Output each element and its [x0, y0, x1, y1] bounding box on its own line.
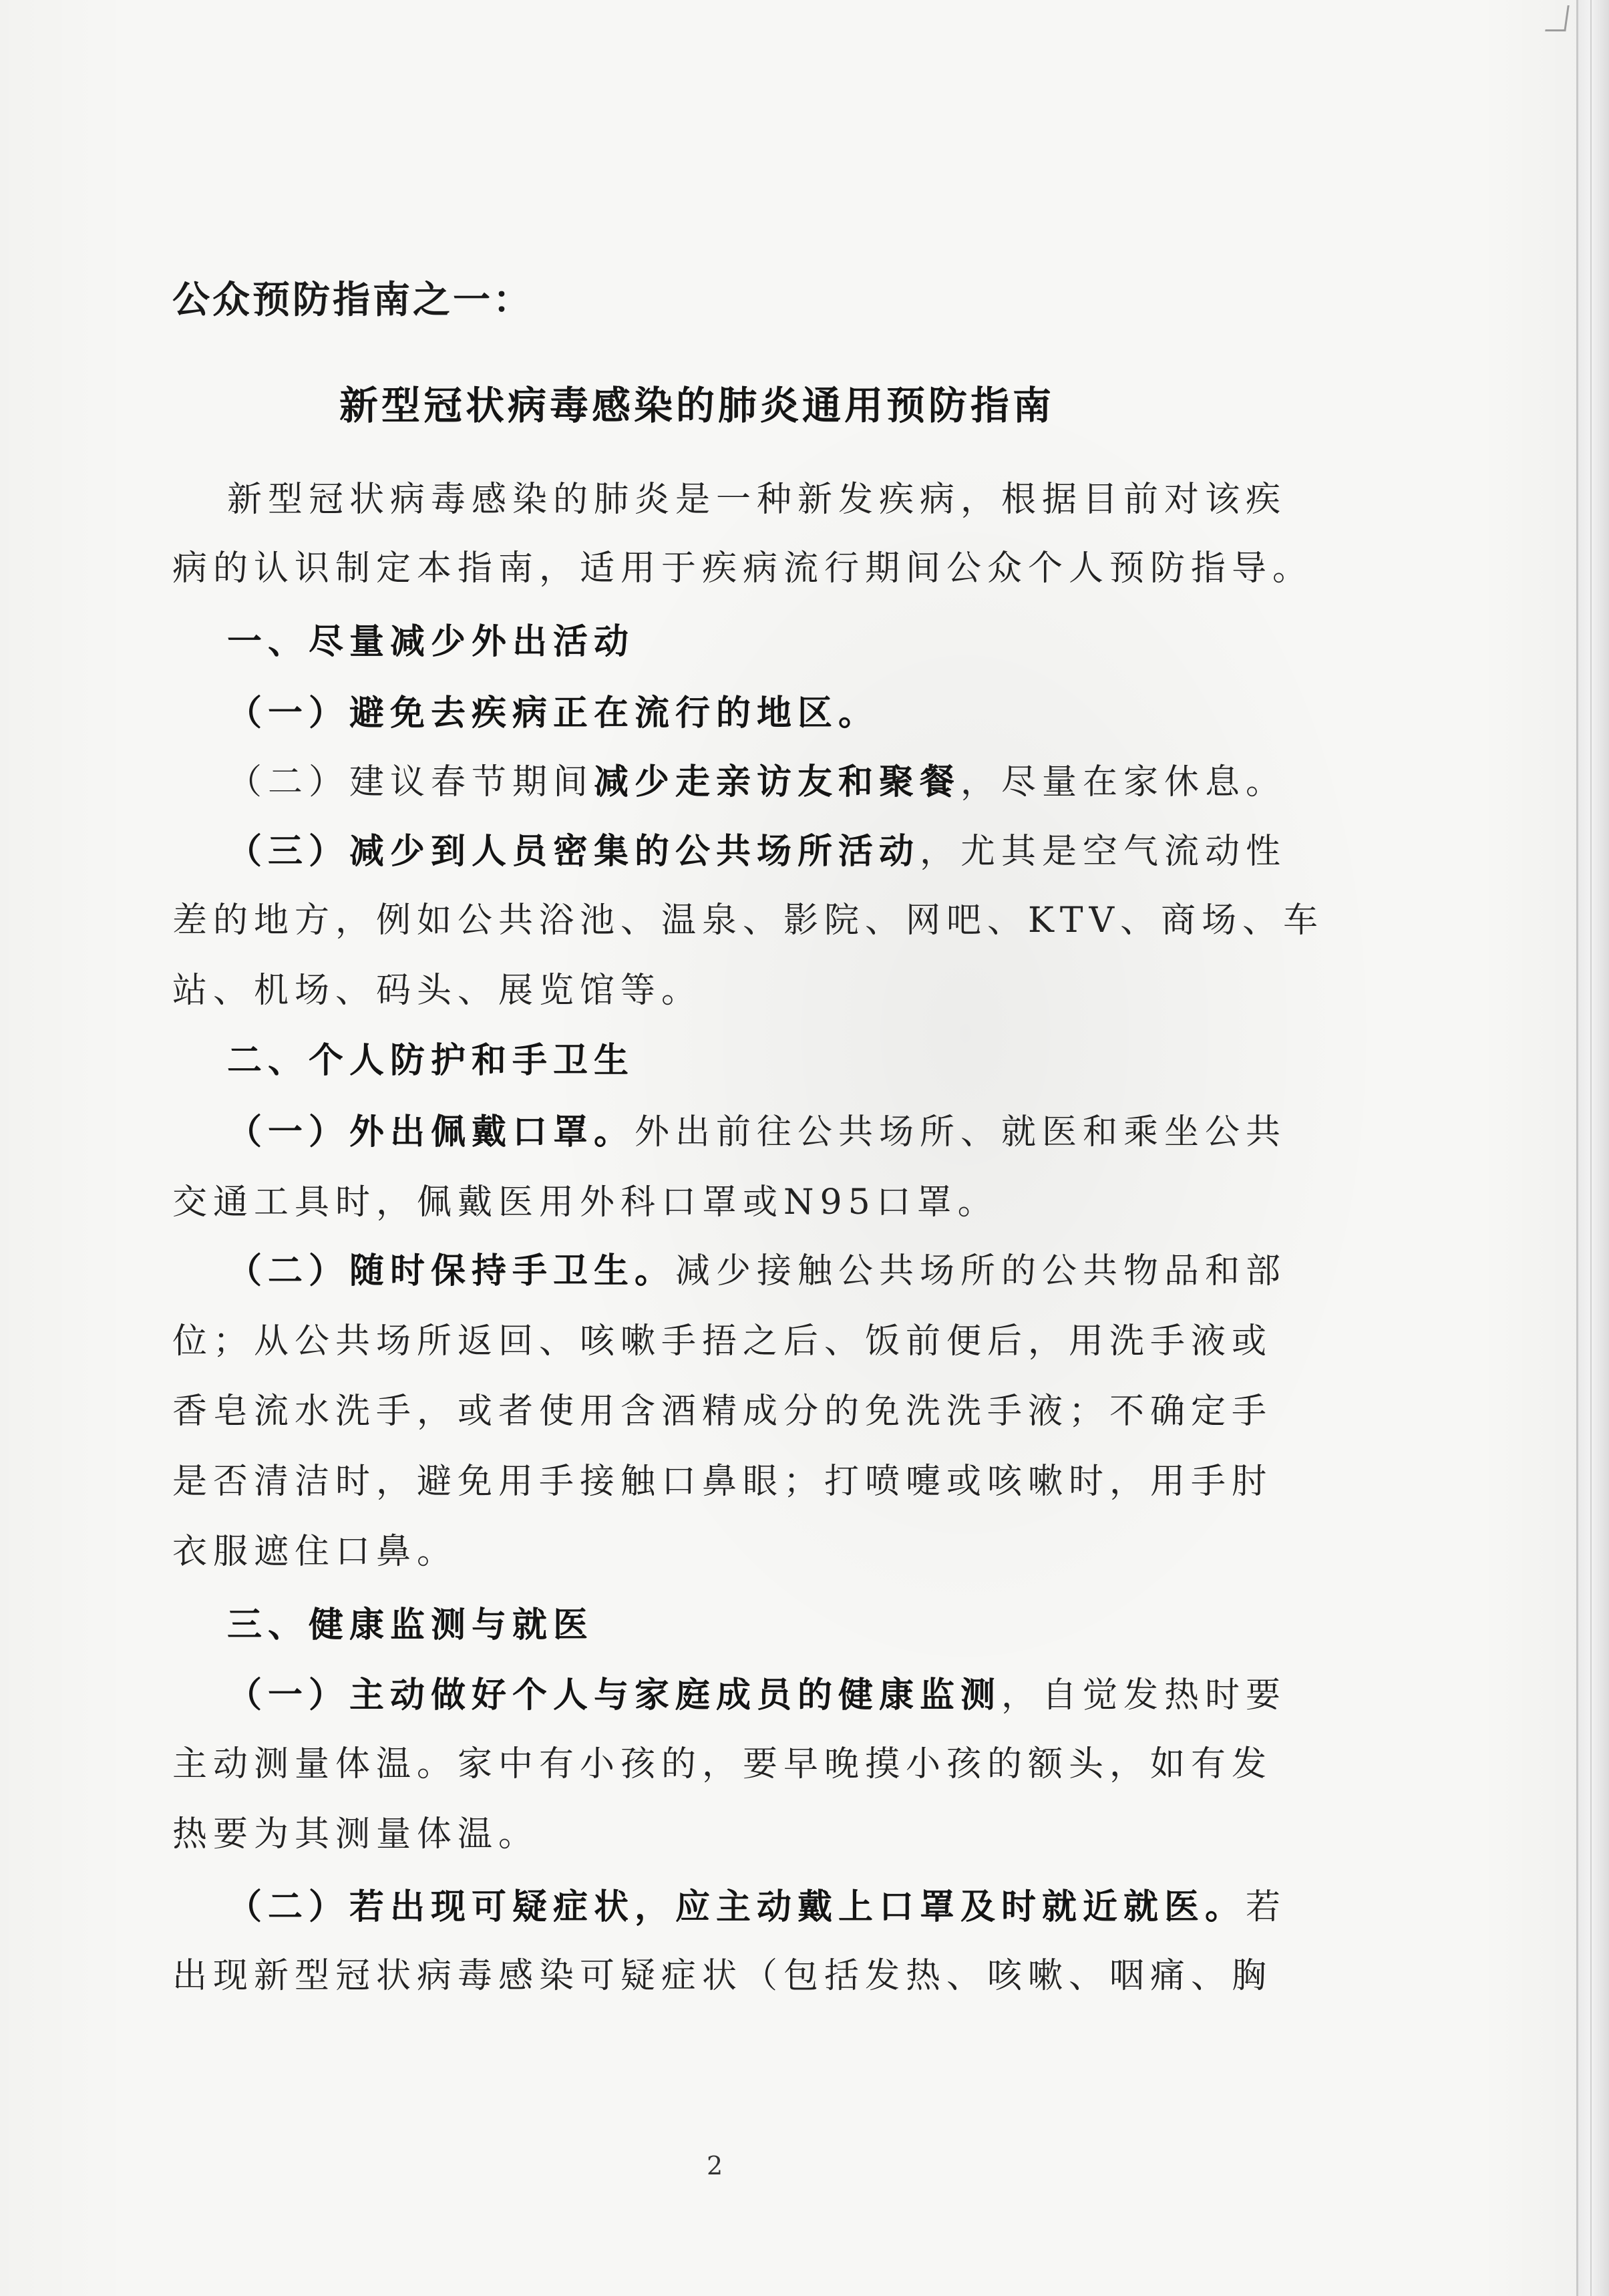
text-segment: 是否清洁时，避免用手接触口鼻眼；打喷嚏或咳嗽时，用手肘	[172, 1462, 1273, 1502]
bold-text-segment: （一）外出佩戴口罩。	[227, 1112, 635, 1152]
text-line	[227, 1243, 1286, 1293]
text-line	[227, 1104, 1286, 1154]
page-edge-shadow	[1576, 0, 1609, 2296]
text-segment: 衣服遮住口鼻。	[172, 1532, 458, 1572]
text-segment: 外出前往公共场所、就医和乘坐公共	[635, 1112, 1287, 1152]
text-segment: ，尤其是空气流动性	[920, 832, 1287, 872]
text-segment: 出现新型冠状病毒感染可疑症状（包括发热、咳嗽、咽痛、胸	[172, 1956, 1273, 1996]
text-segment: 热要为其测量体温。	[172, 1814, 540, 1854]
text-line	[172, 1806, 539, 1856]
text-line	[172, 1383, 1272, 1433]
text-line	[172, 540, 1313, 590]
text-segment: ，自觉发热时要	[1001, 1675, 1287, 1715]
text-line	[227, 1032, 635, 1082]
document-heading-label: 公众预防指南之一：	[172, 278, 533, 322]
text-segment: 位；从公共场所返回、咳嗽手捂之后、饭前便后，用洗手液或	[172, 1321, 1273, 1361]
text-line	[227, 1667, 1286, 1717]
bold-text-segment: （三）减少到人员密集的公共场所活动	[227, 831, 920, 872]
bold-text-segment: （二）若出现可疑症状，应主动戴上口罩及时就近就医。	[227, 1887, 1246, 1927]
bold-text-segment: 三、健康监测与就医	[227, 1605, 594, 1645]
text-line	[172, 1313, 1272, 1363]
text-line	[227, 823, 1286, 873]
text-segment: 主动测量体温。家中有小孩的，要早晚摸小孩的额头，如有发	[172, 1744, 1273, 1784]
text-line	[227, 754, 1286, 804]
text-segment: 差的地方，例如公共浴池、温泉、影院、网吧、KTV、商场、车	[172, 900, 1324, 941]
text-segment: 交通工具时，佩戴医用外科口罩或N95口罩。	[172, 1182, 999, 1222]
text-segment: 若	[1246, 1887, 1287, 1927]
bold-text-segment: 减少走亲访友和聚餐	[594, 762, 961, 802]
text-line	[172, 1947, 1272, 1997]
bold-text-segment: （二）随时保持手卫生。	[227, 1251, 676, 1291]
text-line	[172, 1174, 999, 1224]
text-segment: 香皂流水洗手，或者使用含酒精成分的免洗洗手液；不确定手	[172, 1391, 1273, 1432]
bold-text-segment: 二、个人防护和手卫生	[227, 1040, 635, 1081]
bold-text-segment: 一、尽量减少外出活动	[227, 621, 635, 662]
text-segment: 站、机场、码头、展览馆等。	[172, 971, 703, 1011]
text-segment: 新型冠状病毒感染的肺炎是一种新发疾病，根据目前对该疾	[227, 480, 1287, 520]
text-line	[172, 1736, 1272, 1786]
text-line	[227, 1597, 594, 1647]
text-segment: ，尽量在家休息。	[960, 762, 1287, 802]
text-line	[227, 613, 635, 663]
corner-fold-mark	[1545, 5, 1569, 31]
text-segment: 病的认识制定本指南，适用于疾病流行期间公众个人预防指导。	[172, 548, 1314, 589]
text-line	[227, 685, 879, 735]
text-segment: 减少接触公共场所的公共物品和部	[675, 1251, 1287, 1291]
text-line	[227, 471, 1286, 521]
bold-text-segment: （一）主动做好个人与家庭成员的健康监测	[227, 1675, 1002, 1715]
text-segment: （二）建议春节期间	[227, 762, 594, 802]
document-title: 新型冠状病毒感染的肺炎通用预防指南	[339, 383, 1055, 428]
bold-text-segment: （一）避免去疾病正在流行的地区。	[227, 693, 880, 733]
text-line	[172, 892, 1324, 942]
text-line	[172, 1523, 458, 1573]
page-number: 2	[707, 2151, 723, 2180]
text-line	[227, 1878, 1286, 1929]
text-line	[172, 962, 702, 1012]
text-line	[172, 1453, 1272, 1503]
